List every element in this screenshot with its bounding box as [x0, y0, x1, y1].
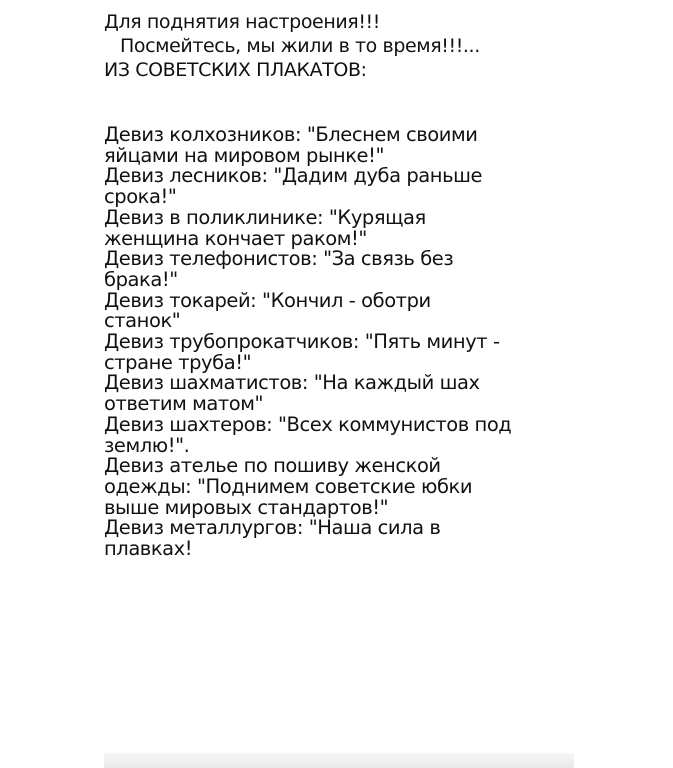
header-line-2: Посмейтесь, мы жили в то время!!!... [120, 35, 480, 57]
text-line: Девиз трубопрокатчиков: "Пять минут - [104, 330, 500, 354]
text-line: срока!" [104, 185, 177, 209]
text-line: ответим матом" [104, 392, 264, 416]
text-line: Девиз лесников: "Дадим дуба раньше [104, 164, 483, 188]
text-line: Девиз в поликлинике: "Курящая [104, 205, 426, 229]
text-line: Девиз металлургов: "Наша сила в [104, 516, 441, 540]
header-line-1: Для поднятия настроения!!! [104, 11, 380, 33]
bottom-shadow-strip [104, 753, 574, 768]
text-line: женщина кончает раком!" [104, 226, 367, 250]
text-line: землю!". [104, 433, 190, 457]
text-line: Девиз токарей: "Кончил - оботри [104, 288, 431, 312]
header-line-3: ИЗ СОВЕТСКИХ ПЛАКАТОВ: [104, 59, 367, 81]
text-line: Девиз ателье по пошиву женской [104, 454, 441, 478]
text-line: Девиз телефонистов: "За связь без [104, 247, 454, 271]
text-line: выше мировых стандартов!" [104, 495, 389, 519]
text-line: Девиз шахматистов: "На каждый шах [104, 371, 480, 395]
text-line: плавках! [104, 537, 193, 561]
text-line: стране труба!" [104, 350, 252, 374]
text-line: одежды: "Поднимем советские юбки [104, 474, 473, 498]
text-line: брака!" [104, 267, 178, 291]
header [104, 10, 644, 82]
text-line: Девиз шахтеров: "Всех коммунистов под [104, 412, 512, 436]
text-line: станок" [104, 309, 181, 333]
text-line: Девиз колхозников: "Блеснем своими [104, 123, 478, 146]
mottos-text [104, 125, 574, 560]
text-line: яйцами на мировом рынке!" [104, 143, 384, 167]
